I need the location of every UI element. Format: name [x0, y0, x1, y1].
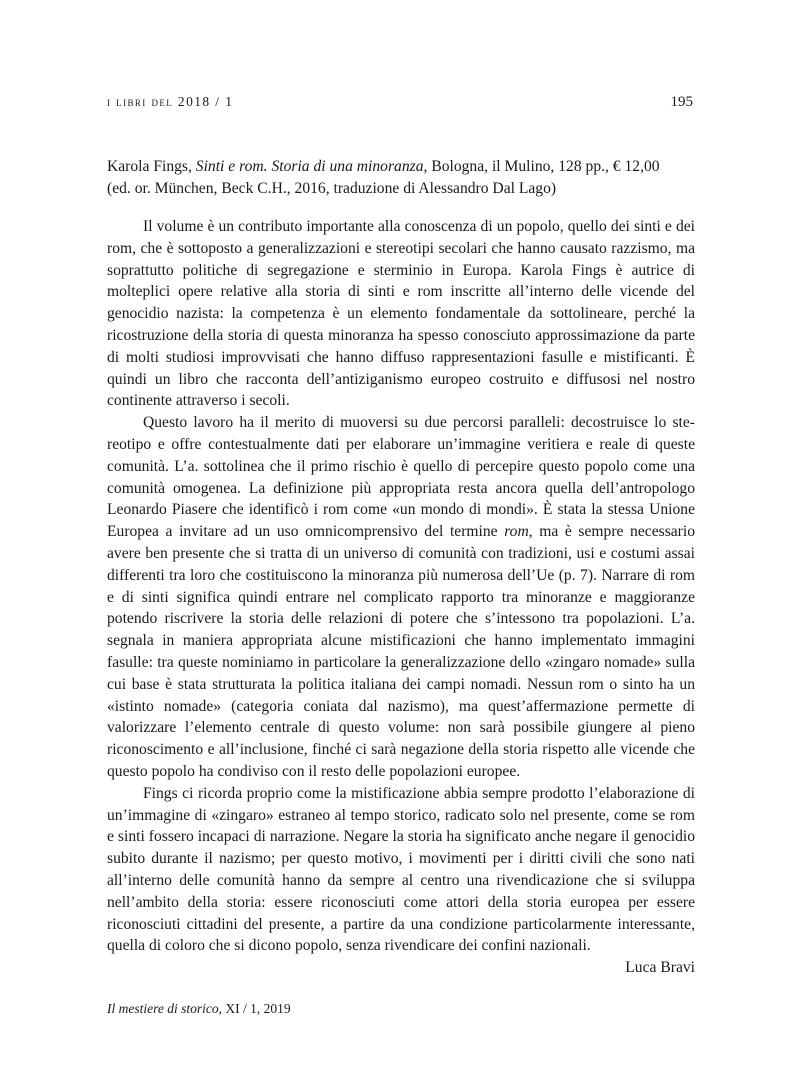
book-author: Karola Fings, — [107, 158, 196, 175]
paragraph-1: Il volume è un contributo importante alla conoscenza di un popolo, quello dei sinti e dei rom, che è sottoposto a generalizzazioni e stereotipi secolari che hanno causato razzismo, ma soprattutto politiche di segregazione e sterminio in Europa. Karola Fings è autrice di molteplici opere relative alla storia di sinti e rom inscritte all’interno delle vicende del genocidio nazista: la competenza è un elemento fondamentale da sottolineare, perché la ricostruzione della storia di questa minoranza ha spesso conosciuto approssimazione da parte di molti studiosi improvvisati che hanno diffuso rappresentazioni fasulle e mistificanti. È quindi un libro che racconta dell’antiziganismo europeo costruito e diffusosi nel nostro continente attraverso i secoli. — [107, 218, 695, 410]
original-edition: (ed. or. München, Beck C.H., 2016, traduzione di Alessandro Dal Lago) — [107, 179, 557, 197]
reviewer-signature: Luca Bravi — [625, 959, 695, 977]
journal-title: Il mestiere di storico — [107, 1001, 219, 1016]
journal-issue: , XI / 1, 2019 — [218, 1001, 291, 1016]
publication-details: , Bologna, il Mulino, 128 pp., € 12,00 — [423, 158, 660, 175]
paragraph-3: Fings ci ricorda proprio come la mistificazione abbia sempre prodotto l’elaborazione di un’immagine di «zingaro» estraneo al tempo storico, radicato solo nel presente, come se rom e sinti fossero incapaci di narrazione. Negare la storia ha significato anche negare il genocidio subito durante il nazismo; per questo motivo, i movimenti per i diritti civili che sono nati all’interno delle comunità hanno da sempre al centro una rivendicazione che si sviluppa nell’ambito della storia: essere riconosciuti come attori della storia europea per essere riconosciuti cittadini del presente, a partire da una condizione particolarmente interessante, quella di coloro che si dicono popolo, senza rivendicare dei confini nazionali. — [107, 784, 695, 955]
running-head: i libri del 2018 / 1 — [107, 94, 234, 109]
paragraph-2-part-b: , ma è sempre necessario avere ben presente che si tratta di un universo di comunità con tradizioni, usi e costumi assai differenti tra loro che costituiscono la minoranza più numerosa dell’Ue (p. 7). Narrare di rom e di sinti significa quindi entrare nel complicato rapporto tra minoranze e maggioranze potendo riscrivere la storia delle relazioni di potere che s’intessono tra popolazioni. L’a. segnala in maniera appropriata alcune mistificazioni che hanno implementato immagini fasulle: tra queste nominiamo in particolare la generalizzazione dello «zingaro nomade» sulla cui base è stata strutturata la politica italiana dei campi nomadi. Nessun rom o sinto ha un «istinto nomade» (categoria coniata dal nazismo), ma quest’affermazione permette di valorizzare l’elemento centrale di questo volume: non sarà possibile giungere al pieno riconoscimento e all’inclusione, finché ci sarà negazione della storia rispetto alle vicende che questo popolo ha condiviso con il resto delle popolazioni europee. — [107, 523, 696, 780]
paragraph-2-part-a: Questo lavoro ha il merito di muoversi su due percorsi paralleli: decostruisce lo stereotipo e offre contestualmente dati per elaborare un’immagine veritiera e reale di queste comunità. L’a. sottolinea che il primo rischio è quello di percepire questo popolo come una comunità omogenea. La definizione più appropriata resta ancora quella dell’antropologo Leonardo Piasere che identificò i rom come «un mondo di mondi». È stata la stessa Unione Europea a invitare ad un uso omnicomprensivo del termine — [107, 414, 695, 541]
book-citation — [107, 156, 695, 199]
review-body — [107, 216, 695, 979]
book-title: Sinti e rom. Storia di una minoranza — [195, 158, 424, 175]
paragraph-2 — [107, 412, 695, 783]
term-rom: rom — [504, 523, 529, 541]
page-number: 195 — [670, 94, 693, 110]
page-header — [107, 94, 693, 116]
page-footer — [107, 1001, 291, 1017]
citation-line — [107, 156, 695, 178]
